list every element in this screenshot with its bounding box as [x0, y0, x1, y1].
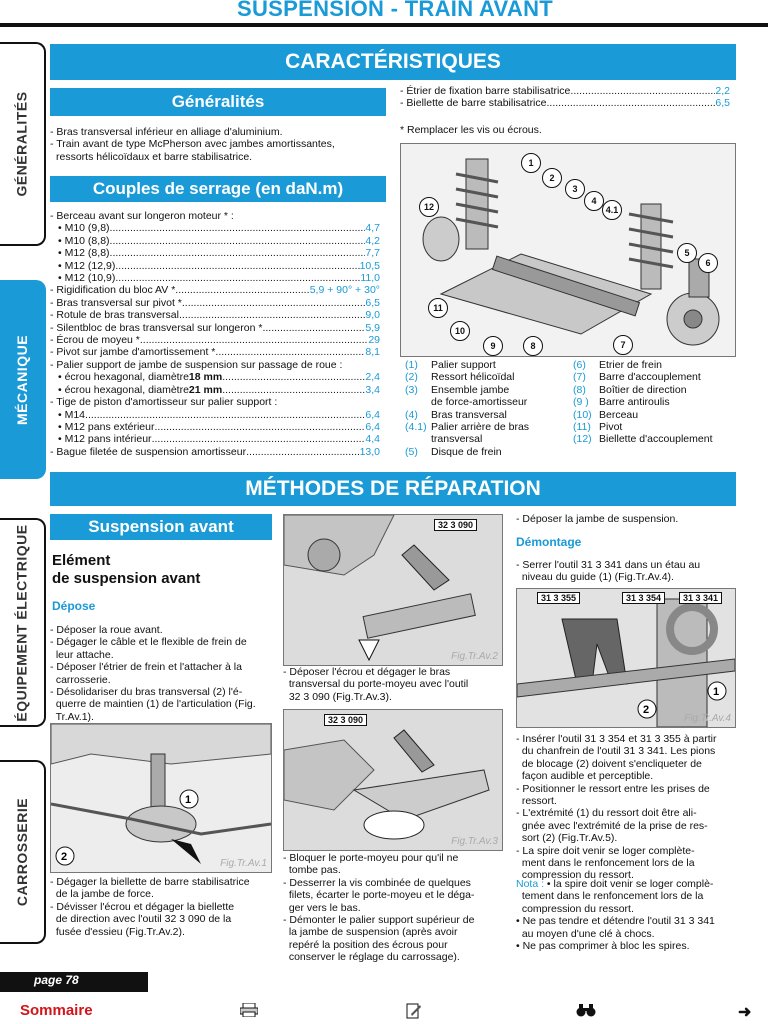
- leader-dots: [246, 446, 359, 458]
- step-line: ment dans le renfoncement lors de la: [516, 857, 695, 870]
- tool-tag-31-3-354: 31 3 354: [622, 592, 665, 604]
- torque-diameter: 18 mm: [188, 371, 223, 384]
- legend-text: Ressort hélicoïdal: [431, 371, 515, 384]
- legend-right: [573, 359, 738, 446]
- step-line: - Desserrer la vis combinée de quelques: [283, 876, 471, 889]
- element-title: [52, 552, 200, 588]
- torque-row: [50, 235, 380, 247]
- couples-list: [50, 210, 380, 458]
- fig4-label: Fig.Tr.Av.4: [684, 713, 731, 724]
- leader-dots: [110, 247, 366, 259]
- caracteristiques-band: CARACTÉRISTIQUES: [50, 44, 736, 80]
- page-title: SUSPENSION - TRAIN AVANT: [236, 0, 554, 21]
- legend-item: [573, 359, 738, 371]
- torque-row: [50, 421, 380, 433]
- torque-value: 5,9: [365, 321, 380, 334]
- torque-label: • M12 (12,9): [58, 259, 116, 272]
- couples-heading: Couples de serrage (en daN.m): [50, 176, 386, 202]
- col1-bottom-steps: [50, 876, 272, 938]
- step-line: repéré la position des écrous pour: [283, 938, 448, 951]
- binoculars-icon[interactable]: [576, 1003, 596, 1022]
- torque-label: • M12 pans extérieur: [58, 420, 155, 433]
- step-line: transversal du porte-moyeu avec l'outil: [283, 678, 469, 691]
- step-line: fusée d'essieu (Fig.Tr.Av.2).: [50, 925, 185, 938]
- legend-item: [405, 384, 575, 396]
- methodes-band: MÉTHODES DE RÉPARATION: [50, 472, 736, 506]
- step-line: tombe pas.: [283, 864, 341, 877]
- tool-tag-31-3-341: 31 3 341: [679, 592, 722, 604]
- step-line: querre de maintien (1) de l'articulation (Fig.: [50, 698, 256, 711]
- tab-mecanique[interactable]: [0, 280, 46, 479]
- legend-text: Palier arrière de bras: [431, 421, 530, 434]
- diagram-callout: 10: [450, 321, 470, 341]
- element-title-line1: Elément: [52, 552, 111, 569]
- legend-number: (6): [573, 359, 586, 371]
- torque-row: [50, 309, 380, 321]
- torque-label: • M12 pans intérieur: [58, 433, 152, 446]
- legend-item: [573, 371, 738, 383]
- torque-label: - Écrou de moyeu *: [50, 334, 140, 347]
- torque-diameter: 21 mm: [188, 383, 223, 396]
- sommaire-link[interactable]: Sommaire: [20, 1002, 93, 1019]
- legend-item: [405, 409, 575, 421]
- legend-item: [405, 396, 575, 408]
- leader-dots: [179, 309, 365, 321]
- step-line: - La spire doit venir se loger complète-: [516, 844, 695, 857]
- legend-item: [573, 396, 738, 408]
- col2-mid-steps: [283, 666, 503, 703]
- diagram-callout: 6: [698, 253, 718, 273]
- legend-text: Boîtier de direction: [599, 383, 687, 396]
- svg-text:1: 1: [185, 794, 192, 806]
- tab-mecanique-label: MÉCANIQUE: [14, 334, 30, 425]
- generalites-text: [50, 126, 386, 163]
- generalites-heading: Généralités: [50, 88, 386, 116]
- legend-number: (11): [573, 421, 591, 434]
- fig-tr-av-4-image: [516, 588, 736, 728]
- torque-label: - Bague filetée de suspension amortisseur: [50, 445, 247, 458]
- step-line: de direction avec l'outil 32 3 090 de la: [50, 913, 232, 926]
- legend-text: Berceau: [599, 408, 639, 421]
- front-axle-diagram: [400, 143, 736, 357]
- legend-text: Barre antiroulis: [599, 396, 670, 409]
- legend-item: [573, 384, 738, 396]
- legend-number: (4): [405, 408, 418, 421]
- leader-dots: [546, 97, 715, 109]
- step-line: ger vers le bas.: [283, 901, 361, 914]
- generalites-line: - Train avant de type McPherson avec jambes amortissantes,: [50, 138, 335, 151]
- nota-line: compression du ressort.: [516, 902, 634, 915]
- svg-text:1: 1: [713, 686, 720, 698]
- step-line: de blocage (2) doivent s'encliqueter de: [516, 757, 702, 770]
- tab-equipement-label: ÉQUIPEMENT ÉLECTRIQUE: [14, 523, 30, 722]
- tab-carrosserie[interactable]: [0, 760, 46, 944]
- step-line: - Désolidariser du bras transversal (2) l'é-: [50, 686, 243, 699]
- torque-value: 6,5: [365, 296, 380, 309]
- legend-text: Disque de frein: [431, 445, 502, 458]
- fig3-label: Fig.Tr.Av.3: [451, 836, 498, 847]
- leader-dots: [215, 346, 365, 358]
- torque-label: • M14: [58, 408, 86, 421]
- diagram-callout: 4: [584, 191, 604, 211]
- generalites-line: - Bras transversal inférieur en alliage d'aluminium.: [50, 126, 283, 138]
- fig4-drawing: [517, 589, 735, 727]
- step-line: ressort.: [516, 795, 557, 808]
- torque-value: 9,0: [365, 309, 380, 322]
- leader-dots: [262, 322, 365, 334]
- diagram-callout: 4.1: [602, 200, 622, 220]
- torque-row: [50, 260, 380, 272]
- leader-dots: [115, 260, 359, 272]
- leader-dots: [175, 284, 309, 296]
- legend-text: Palier support: [431, 359, 496, 371]
- legend-number: (1): [405, 359, 418, 371]
- torque-row: [50, 284, 380, 296]
- torque-row: [50, 433, 380, 445]
- fig2-label: Fig.Tr.Av.2: [451, 651, 498, 662]
- torque-label: - Biellette de barre stabilisatrice: [400, 97, 547, 110]
- legend-text: Biellette d'accouplement: [599, 433, 713, 446]
- step-line: - Dévisser l'écrou et dégager la biellette: [50, 900, 235, 913]
- torque-value: 8,1: [365, 346, 380, 359]
- torque-label: - Étrier de fixation barre stabilisatrice: [400, 85, 571, 97]
- step-line: la jambe de suspension (après avoir: [283, 926, 458, 939]
- torque-value: 4,4: [365, 433, 380, 446]
- leader-dots: [152, 433, 366, 445]
- torque-label: • écrou hexagonal, diamètre: [58, 371, 189, 384]
- step-line: leur attache.: [50, 648, 114, 661]
- diagram-callout: 3: [565, 179, 585, 199]
- step-line: de la jambe de force.: [50, 888, 154, 901]
- fig3-drawing: [284, 710, 502, 850]
- leader-dots: [110, 222, 366, 234]
- next-page-arrow-icon[interactable]: ➜: [738, 1004, 752, 1021]
- leader-dots: [115, 272, 360, 284]
- torque-row: [50, 346, 380, 358]
- tab-equipement-electrique[interactable]: [0, 518, 46, 727]
- leader-dots: [154, 421, 365, 433]
- torque-row: [50, 446, 380, 458]
- legend-item: [405, 433, 575, 445]
- tab-carrosserie-label: CARROSSERIE: [14, 797, 30, 907]
- diagram-callout: 8: [523, 336, 543, 356]
- torque-value: 6,4: [365, 420, 380, 433]
- torque-value: 5,9 + 90° + 30°: [309, 284, 380, 297]
- title-rule: [0, 23, 768, 27]
- torque-row: [50, 384, 380, 396]
- fig1-drawing: [51, 724, 271, 872]
- torque-row: [50, 371, 380, 383]
- step-line: sort (2) (Fig.Tr.Av.5).: [516, 832, 618, 845]
- step-line: conserver le réglage du carrossage).: [283, 951, 460, 964]
- right-torque-list: [400, 85, 730, 110]
- legend-text: transversal: [431, 433, 483, 446]
- legend-number: (10): [573, 408, 592, 421]
- nota-label: Nota :: [516, 878, 545, 890]
- nota-text: • la spire doit venir se loger complè-: [544, 878, 714, 890]
- legend-left: [405, 359, 575, 458]
- step-line: - Positionner le ressort entre les prises de: [516, 782, 710, 795]
- tige-intro: - Tige de piston d'amortisseur sur palier support :: [50, 396, 278, 409]
- legend-item: [573, 409, 738, 421]
- torque-row: [50, 222, 380, 234]
- torque-label: - Silentbloc de bras transversal sur longeron *: [50, 321, 263, 334]
- fig-tr-av-3-image: [283, 709, 503, 851]
- torque-value: 29: [368, 334, 380, 347]
- note-replace: * Remplacer les vis ou écrous.: [400, 124, 542, 136]
- torque-row: [50, 272, 380, 284]
- print-icon[interactable]: [240, 1003, 258, 1022]
- legend-number: (5): [405, 445, 418, 458]
- fig1-label: Fig.Tr.Av.1: [220, 858, 267, 869]
- step-line: filets, écarter le porte-moyeu et le déga-: [283, 889, 475, 902]
- torque-label: • M12 (8,8): [58, 247, 110, 260]
- torque-row: [50, 297, 380, 309]
- page-number: page 78: [34, 973, 79, 987]
- torque-label: - Bras transversal sur pivot *: [50, 296, 182, 309]
- diagram-callout: 7: [613, 335, 633, 355]
- step-line: compression du ressort.: [516, 869, 634, 882]
- legend-text: Ensemble jambe: [431, 383, 510, 396]
- leader-dots: [110, 235, 366, 247]
- nota-line: • Ne pas tendre et détendre l'outil 31 3 341: [516, 915, 715, 928]
- legend-item: [405, 371, 575, 383]
- element-title-line2: de suspension avant: [52, 570, 201, 587]
- generalites-line: ressorts hélicoïdaux et barre stabilisatrice.: [56, 150, 253, 163]
- step-line: - Dégager le câble et le flexible de frein de: [50, 636, 247, 649]
- step-line: - Déposer l'écrou et dégager le bras: [283, 666, 451, 678]
- torque-value: 11,0: [360, 272, 380, 285]
- tool-tag-32-3-090-b: 32 3 090: [324, 714, 367, 726]
- suspension-avant-heading: Suspension avant: [50, 514, 272, 540]
- step-line: Tr.Av.1).: [50, 710, 94, 723]
- fig2-drawing: [284, 515, 502, 665]
- torque-label: - Rotule de bras transversal: [50, 309, 179, 322]
- torque-label: • M12 (10,9): [58, 272, 116, 285]
- torque-value: 13,0: [359, 445, 380, 458]
- diagram-callout: 1: [521, 153, 541, 173]
- svg-text:2: 2: [643, 704, 650, 716]
- torque-value: 6,4: [365, 408, 380, 421]
- leader-dots: [182, 297, 366, 309]
- legend-number: (4.1): [405, 421, 427, 434]
- nota-line: au moyen d'une clé à chocs.: [516, 927, 655, 940]
- leader-dots: [85, 409, 365, 421]
- col3-top-step: - Déposer la jambe de suspension.: [516, 513, 679, 525]
- legend-text: Etrier de frein: [599, 359, 663, 371]
- torque-label: • écrou hexagonal, diamètre: [58, 383, 189, 396]
- torque-row: [400, 85, 730, 97]
- step-line: - Insérer l'outil 31 3 354 et 31 3 355 à partir: [516, 733, 717, 745]
- legend-number: (12): [573, 433, 592, 446]
- legend-number: (3): [405, 383, 418, 396]
- diagram-callout: 12: [419, 197, 439, 217]
- svg-text:2: 2: [61, 851, 68, 863]
- couples-intro: - Berceau avant sur longeron moteur * :: [50, 210, 234, 222]
- torque-row: [400, 97, 730, 109]
- diagram-callout: 11: [428, 298, 448, 318]
- col3-steps-b: [516, 733, 738, 882]
- tool-tag-31-3-355: 31 3 355: [537, 592, 580, 604]
- torque-value: 7,7: [365, 247, 380, 260]
- fig-tr-av-2-image: [283, 514, 503, 666]
- torque-row: [50, 247, 380, 259]
- depose-heading: Dépose: [52, 599, 96, 613]
- palier-intro: - Palier support de jambe de suspension sur passage de roue :: [50, 358, 343, 371]
- step-line: carrosserie.: [50, 673, 111, 686]
- torque-value: 6,5: [715, 97, 730, 110]
- step-line: - Bloquer le porte-moyeu pour qu'il ne: [283, 852, 459, 864]
- leader-dots: [140, 334, 368, 346]
- legend-item: [405, 359, 575, 371]
- diagram-callout: 9: [483, 336, 503, 356]
- legend-text: Barre d'accouplement: [599, 371, 701, 384]
- legend-text: de force-amortisseur: [431, 396, 528, 409]
- step-line: - L'extrémité (1) du ressort doit être ali-: [516, 807, 697, 820]
- step-line: - Déposer l'étrier de frein et l'attacher à la: [50, 661, 242, 674]
- step-line: gnée avec l'extrémité de la prise de res-: [516, 819, 708, 832]
- col3-nota: [516, 878, 738, 952]
- col3-steps-a: [516, 559, 736, 584]
- torque-label: - Pivot sur jambe d'amortissement *: [50, 346, 216, 359]
- nota-line: tement dans le renfoncement lors de la: [516, 890, 704, 903]
- diagram-callout: 5: [677, 243, 697, 263]
- edit-document-icon[interactable]: [406, 1003, 422, 1024]
- step-line: du chanfrein de l'outil 31 3 341. Les pions: [516, 745, 716, 758]
- leader-dots: [570, 85, 715, 97]
- legend-text: Pivot: [599, 421, 623, 434]
- leader-dots: [222, 371, 365, 383]
- nota-line: • Ne pas comprimer à bloc les spires.: [516, 940, 690, 953]
- tab-generalites-label: GÉNÉRALITÉS: [14, 91, 31, 197]
- torque-label: - Rigidification du bloc AV *: [50, 284, 176, 297]
- nota-line: [516, 878, 738, 890]
- step-line: - Dégager la biellette de barre stabilisatrice: [50, 876, 250, 888]
- legend-number: (2): [405, 371, 418, 384]
- leader-dots: [222, 384, 365, 396]
- legend-item: [405, 446, 575, 458]
- col2-bottom-steps: [283, 852, 503, 964]
- legend-item: [573, 433, 738, 445]
- legend-item: [573, 421, 738, 433]
- step-line: niveau du guide (1) (Fig.Tr.Av.4).: [516, 571, 674, 584]
- depose-steps: [50, 624, 272, 723]
- torque-label: • M10 (9,8): [58, 222, 110, 235]
- legend-number: (9 ): [573, 396, 589, 409]
- torque-row: [50, 409, 380, 421]
- torque-row: [50, 334, 380, 346]
- fig-tr-av-1-image: [50, 723, 272, 873]
- torque-value: 4,2: [365, 234, 380, 247]
- legend-text: Bras transversal: [431, 408, 507, 421]
- torque-value: 3,4: [365, 383, 380, 396]
- legend-number: (7): [573, 371, 586, 384]
- tool-tag-32-3-090-a: 32 3 090: [434, 519, 477, 531]
- torque-label: • M10 (8,8): [58, 234, 110, 247]
- torque-value: 2,4: [365, 371, 380, 384]
- torque-value: 2,2: [715, 85, 730, 97]
- torque-value: 10,5: [359, 259, 380, 272]
- step-line: façon audible et perceptible.: [516, 770, 654, 783]
- tab-generalites[interactable]: [0, 42, 46, 246]
- torque-row: [50, 322, 380, 334]
- step-line: - Démonter le palier support supérieur de: [283, 914, 475, 927]
- legend-item: [405, 421, 575, 433]
- diagram-callout: 2: [542, 168, 562, 188]
- legend-number: (8): [573, 383, 586, 396]
- step-line: - Déposer la roue avant.: [50, 624, 163, 636]
- step-line: - Serrer l'outil 31 3 341 dans un étau au: [516, 559, 701, 571]
- torque-value: 4,7: [365, 222, 380, 235]
- demontage-heading: Démontage: [516, 535, 582, 549]
- step-line: 32 3 090 (Fig.Tr.Av.3).: [283, 690, 392, 703]
